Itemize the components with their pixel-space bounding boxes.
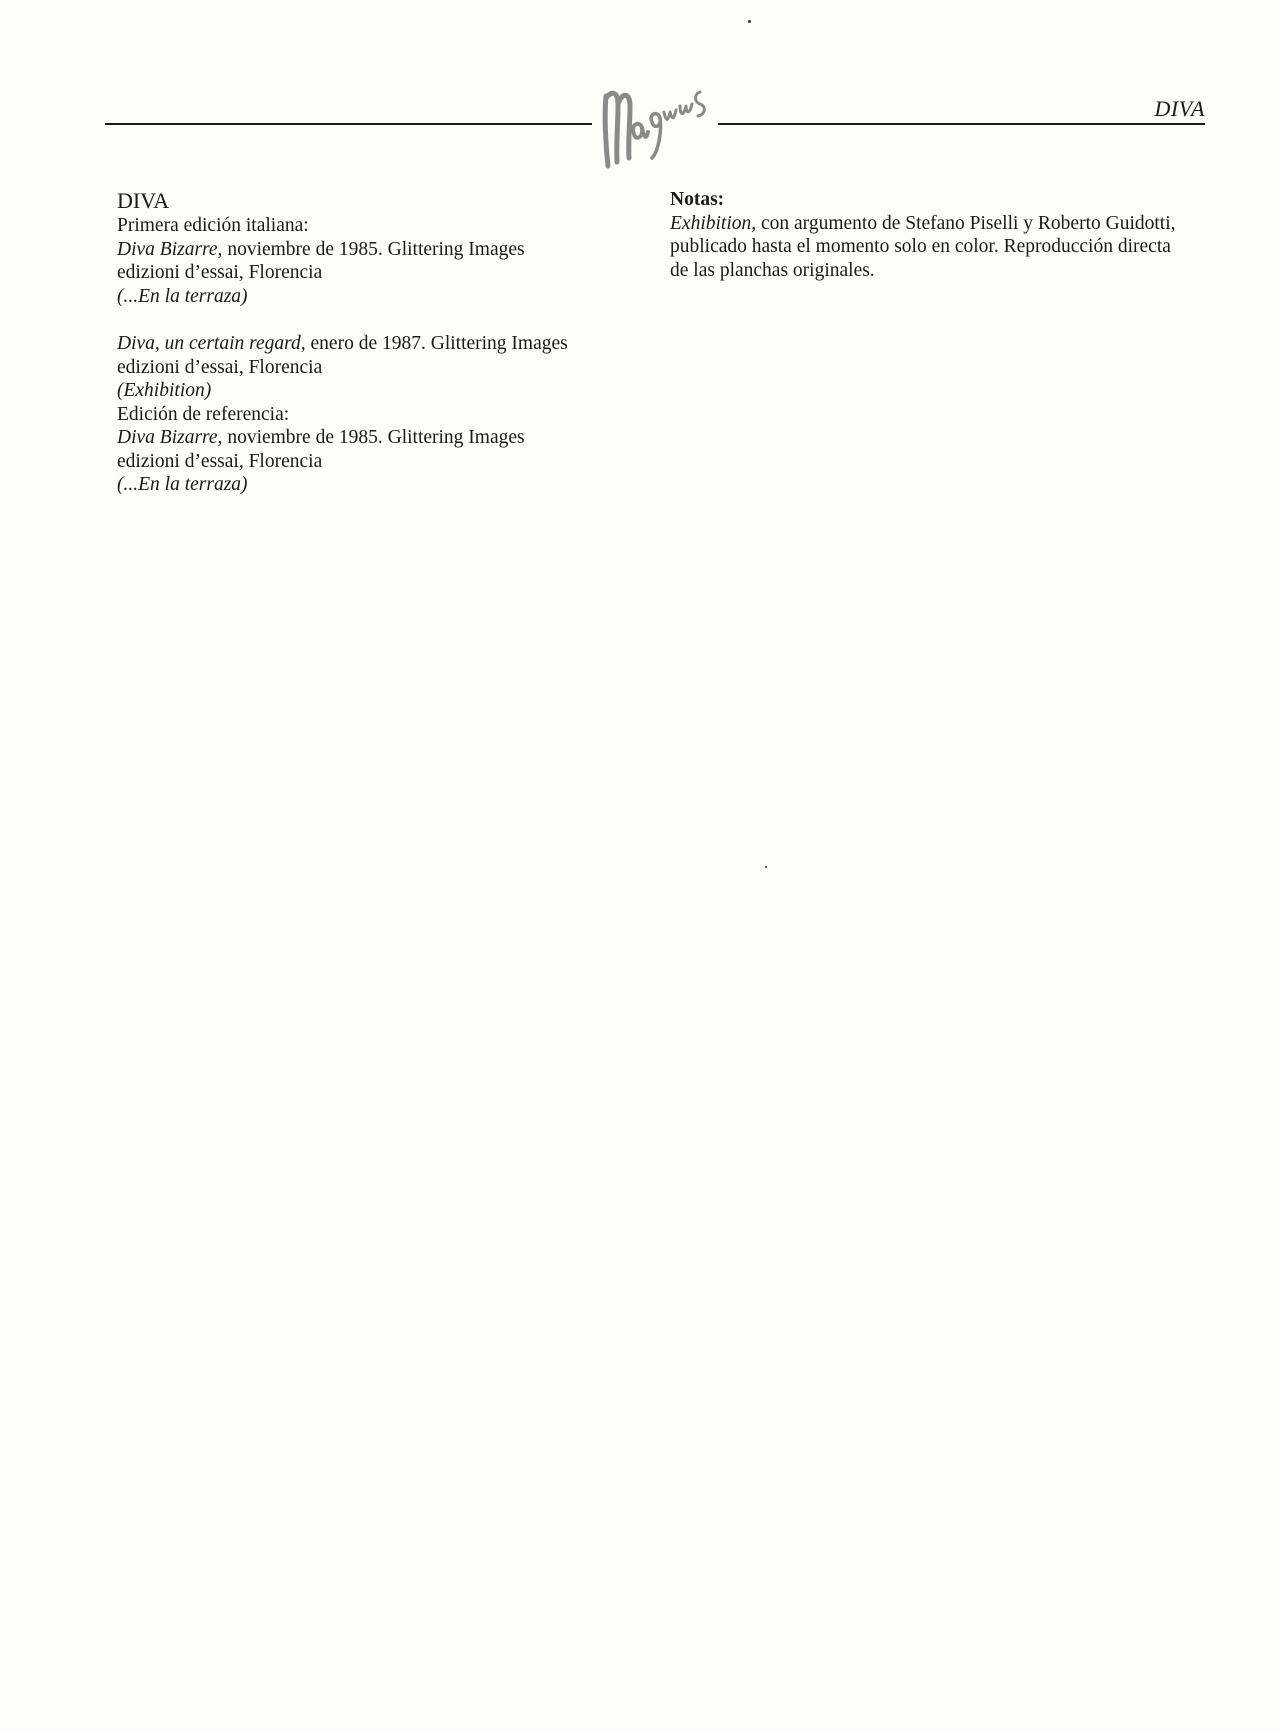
first-edition-label: Primera edición italiana: [117,215,309,236]
header-rule-right [718,123,1205,125]
edition-2-story: (Exhibition) [117,380,212,401]
edition-1-details: noviembre de 1985. Glittering Images [222,238,525,260]
running-head: DIVA [1154,96,1205,121]
edition-1-title: Diva Bizarre, [117,238,223,260]
edition-3-line-1 [117,426,607,450]
edition-3-title: Diva Bizarre, [117,427,223,448]
spacer [117,308,607,332]
section-title: DIVA [117,188,170,213]
edition-2-details: enero de 1987. Glittering Images [305,333,568,354]
header-rule-left [105,123,592,125]
magnus-signature-logo [596,78,720,178]
notes-line-2: publicado hasta el momento solo en color. Reproducción directa [670,236,1171,257]
edition-3-line-2: edizioni d’essai, Florencia [117,450,323,472]
right-column [670,188,1200,282]
edition-1-line-2: edizioni d’essai, Florencia [117,262,323,283]
edition-2-title: Diva, un certain regard, [117,333,306,354]
left-column [117,188,607,497]
notes-italic-title: Exhibition, [670,212,757,234]
scan-speck [765,866,767,868]
scan-speck [748,20,751,23]
notes-line-3: de las planchas originales. [670,259,875,281]
notes-line-1-rest: con argumento de Stefano Piselli y Roberto Guidotti, [756,212,1176,234]
edition-2-line-1 [117,332,607,356]
edition-2-line-2: edizioni d’essai, Florencia [117,356,323,378]
notes-line-1 [670,212,1200,236]
edition-3-story: (...En la terraza) [117,474,248,495]
reference-edition-label: Edición de referencia: [117,403,290,425]
notes-label: Notas: [670,189,725,210]
edition-1-line-1 [117,238,607,262]
edition-3-details: noviembre de 1985. Glittering Images [222,427,525,448]
edition-1-story: (...En la terraza) [117,285,248,307]
